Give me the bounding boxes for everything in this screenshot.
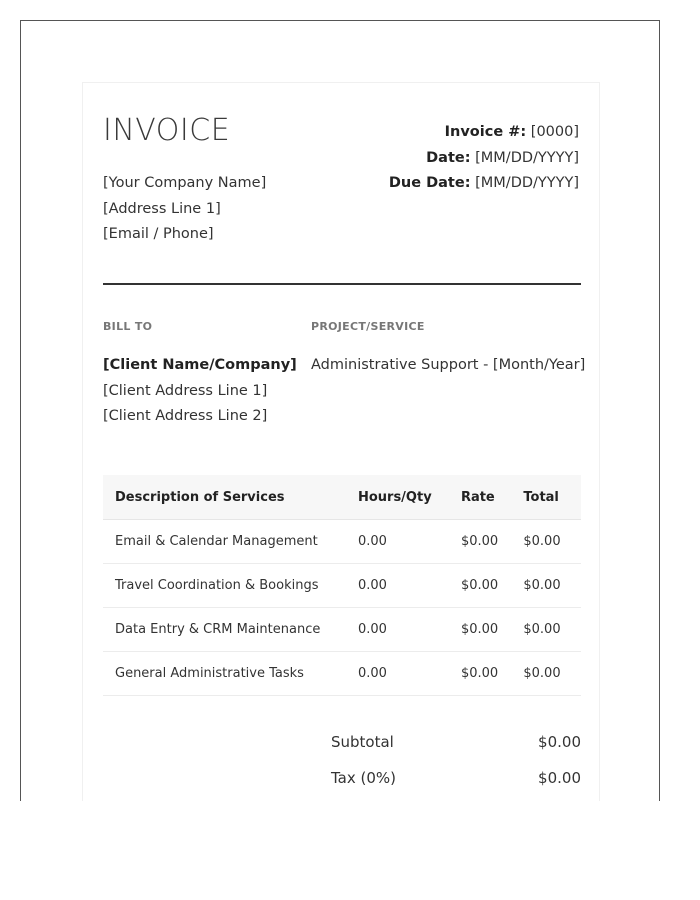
invoice-date-value: [MM/DD/YYYY] xyxy=(470,149,579,166)
subtotal-value: $0.00 xyxy=(538,733,581,751)
invoice-number-label: Invoice #: xyxy=(444,124,527,140)
client-name: [Client Name/Company] xyxy=(103,357,297,373)
tax-value: $0.00 xyxy=(538,769,581,787)
service-rate: $0.00 xyxy=(449,564,511,608)
header-description: Description of Services xyxy=(103,475,346,520)
subtotal-row xyxy=(331,731,581,767)
service-total: $0.00 xyxy=(511,652,581,696)
company-contact: [Email / Phone] xyxy=(103,226,214,242)
project-service-value: Administrative Support - [Month/Year] xyxy=(311,357,586,373)
invoice-title: INVOICE xyxy=(103,113,231,148)
service-rate: $0.00 xyxy=(449,652,511,696)
document-page xyxy=(20,20,660,801)
service-hours: 0.00 xyxy=(346,564,449,608)
invoice-due-date-label: Due Date: xyxy=(388,175,471,191)
service-total: $0.00 xyxy=(511,520,581,564)
service-total: $0.00 xyxy=(511,608,581,652)
service-hours: 0.00 xyxy=(346,608,449,652)
totals-block xyxy=(331,731,581,801)
service-rate: $0.00 xyxy=(449,608,511,652)
invoice-date xyxy=(389,146,579,172)
invoice-due-date xyxy=(389,171,579,197)
client-address-line-2: [Client Address Line 2] xyxy=(103,408,268,424)
services-table xyxy=(103,475,581,696)
invoice-number xyxy=(389,120,579,146)
invoice-due-date-value: [MM/DD/YYYY] xyxy=(470,175,579,191)
invoice-number-value: [0000] xyxy=(526,124,579,140)
invoice-date-label: Date: xyxy=(426,149,471,166)
header-rate: Rate xyxy=(449,475,511,520)
project-service-label: PROJECT/SERVICE xyxy=(311,320,425,333)
bill-to-label: BILL TO xyxy=(103,320,153,333)
table-row xyxy=(103,652,581,696)
subtotal-label: Subtotal xyxy=(331,733,394,751)
header-divider xyxy=(103,283,581,285)
service-description: General Administrative Tasks xyxy=(103,652,346,696)
service-description: Travel Coordination & Bookings xyxy=(103,564,346,608)
invoice-sheet xyxy=(82,82,600,801)
company-address: [Address Line 1] xyxy=(103,200,221,217)
tax-row xyxy=(331,767,581,801)
table-row xyxy=(103,608,581,652)
table-header-row xyxy=(103,475,581,520)
service-rate: $0.00 xyxy=(449,520,511,564)
client-address-line-1: [Client Address Line 1] xyxy=(103,382,268,399)
company-name: [Your Company Name] xyxy=(103,175,267,191)
service-total: $0.00 xyxy=(511,564,581,608)
service-hours: 0.00 xyxy=(346,520,449,564)
service-description: Data Entry & CRM Maintenance xyxy=(103,608,346,652)
header-total: Total xyxy=(511,475,581,520)
company-info xyxy=(103,171,266,248)
bill-to-block xyxy=(103,353,297,430)
service-hours: 0.00 xyxy=(346,652,449,696)
invoice-meta xyxy=(389,120,579,197)
header-hours-qty: Hours/Qty xyxy=(346,475,449,520)
tax-label: Tax (0%) xyxy=(331,769,397,787)
table-row xyxy=(103,520,581,564)
service-description: Email & Calendar Management xyxy=(103,520,346,564)
table-row xyxy=(103,564,581,608)
